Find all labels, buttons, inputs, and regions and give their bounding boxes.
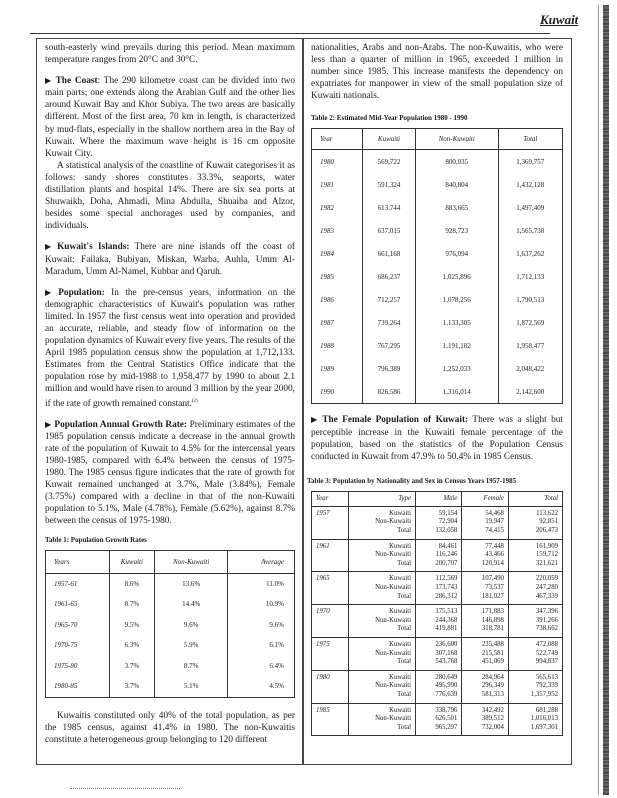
total-value: 1,016,013 <box>530 715 558 723</box>
nationality-type: Non-Kuwaiti <box>375 551 411 559</box>
header-rule <box>30 33 550 34</box>
footnote-marker: (2) <box>191 398 198 404</box>
census-year: 1985 <box>316 706 330 714</box>
table-cell: 8.6% <box>109 573 155 594</box>
table-cell: 1,497,409 <box>498 196 562 219</box>
bullet-arrow-icon: ▶ <box>45 76 53 86</box>
table-cell: 1,790,513 <box>498 288 562 311</box>
heading-islands: Kuwait's Islands: <box>57 242 130 253</box>
table-cell <box>508 572 562 605</box>
table-cell: 9.6% <box>155 615 228 636</box>
male-value: 419,881 <box>435 625 458 633</box>
male-value: 236,600 <box>435 640 458 648</box>
table-cell: 1,369,757 <box>498 150 562 174</box>
female-value: 342,492 <box>481 706 504 714</box>
male-value: 116,246 <box>435 551 458 559</box>
table-row <box>46 676 295 697</box>
page-binding-edge <box>598 5 599 795</box>
female-value: 318,781 <box>481 625 504 633</box>
female-value: 389,512 <box>481 715 504 723</box>
nationality-type: Total <box>397 690 411 698</box>
table-row <box>312 150 563 174</box>
table-cell: 1986 <box>312 288 363 311</box>
paragraph-nationalities: nationalities, Arabs and non-Arabs. The non-Kuwaitis, who were less than a quarter of million in 1965, exceeded 1 million in number since 1985. This increase manifests the dependency on expatriates for manpower in view of the small population size of Kuwaiti nationals. <box>311 43 563 102</box>
male-value: 495,990 <box>435 682 458 690</box>
table-cell <box>416 703 462 736</box>
table-cell <box>416 605 462 638</box>
table-cell: 1975-80 <box>46 656 110 677</box>
female-value: 581,313 <box>481 690 504 698</box>
table-cell <box>312 670 349 703</box>
table-cell: 9.5% <box>109 615 155 636</box>
table-cell: 613,744 <box>363 196 416 219</box>
female-text: There was a slight but perceptible increase in the Kuwaiti female percentage of the population, based on the statistics of the Population Census conducted in Kuwait from 47.9% to 50.4% in 1985 Census. <box>311 415 563 462</box>
table-cell <box>462 605 508 638</box>
census-year: 1970 <box>316 608 330 616</box>
paragraph-population <box>45 287 295 410</box>
table-cell <box>349 605 416 638</box>
table-cell: 800,035 <box>415 150 498 174</box>
table-cell: 1980 <box>312 150 363 174</box>
table-cell: 5.1% <box>155 676 228 697</box>
paragraph-climate: south-easterly wind prevails during this period. Mean maximum temperature ranges from 20°C and 30°C. <box>45 43 295 66</box>
total-value: 522,749 <box>535 649 558 657</box>
table-cell: 6.4% <box>228 656 295 677</box>
female-value: 296,349 <box>481 682 504 690</box>
male-value: 965,297 <box>435 723 458 731</box>
total-value: 472,088 <box>535 640 558 648</box>
table-cell <box>312 703 349 736</box>
table-cell: 1,958,477 <box>498 334 562 357</box>
nationality-type: Total <box>397 527 411 535</box>
table-cell: 1970-75 <box>46 635 110 656</box>
census-year: 1980 <box>316 673 330 681</box>
paragraph-female-population <box>311 414 563 462</box>
right-column <box>302 38 572 765</box>
table-cell <box>508 670 562 703</box>
nationality-type: Kuwaiti <box>389 608 411 616</box>
table2-header: Kuwaiti <box>363 129 416 150</box>
nationality-type: Total <box>397 723 411 731</box>
table-cell: 14.4% <box>155 594 228 615</box>
female-value: 54,468 <box>485 509 504 517</box>
table-row <box>312 196 563 219</box>
table-cell: 1957-61 <box>46 573 110 594</box>
table-row <box>46 635 295 656</box>
table-row-group <box>312 506 563 539</box>
table1-header: Average <box>228 550 295 573</box>
nationality-type: Total <box>397 658 411 666</box>
table-cell: 712,257 <box>363 288 416 311</box>
table-row-group <box>312 637 563 670</box>
table-cell <box>312 572 349 605</box>
table-cell: 8.7% <box>109 594 155 615</box>
table-cell <box>462 637 508 670</box>
table-mid-year-population <box>311 128 563 404</box>
heading-growth-rate: Population Annual Growth Rate: <box>54 419 188 430</box>
total-value: 738,662 <box>535 625 558 633</box>
table-cell <box>508 539 562 572</box>
bullet-arrow-icon: ▶ <box>45 242 55 252</box>
table-row <box>46 573 295 594</box>
table-population-growth-rates <box>45 550 295 698</box>
total-value: 321,621 <box>535 559 558 567</box>
table-row <box>46 615 295 636</box>
female-value: 19,947 <box>485 518 504 526</box>
male-value: 175,513 <box>435 608 458 616</box>
total-value: 467,339 <box>535 592 558 600</box>
total-value: 92,851 <box>539 518 558 526</box>
table-cell: 591,324 <box>363 173 416 196</box>
total-value: 1,357,952 <box>530 690 558 698</box>
table-cell: 661,168 <box>363 242 416 265</box>
nationality-type: Total <box>397 625 411 633</box>
table1-header: Years <box>46 550 110 573</box>
table-cell: 569,722 <box>363 150 416 174</box>
table3-header: Female <box>462 491 508 506</box>
table-row <box>312 311 563 334</box>
nationality-type: Non-Kuwaiti <box>375 649 411 657</box>
table-cell: 8.7% <box>155 656 228 677</box>
left-column <box>36 38 304 765</box>
table-cell <box>312 605 349 638</box>
table-cell: 4.5% <box>228 676 295 697</box>
table-cell <box>416 539 462 572</box>
table-cell <box>462 539 508 572</box>
male-value: 84,461 <box>438 542 458 550</box>
nationality-type: Kuwaiti <box>389 673 411 681</box>
table-cell: 1,432,128 <box>498 173 562 196</box>
table-cell <box>312 506 349 539</box>
table-cell: 1,191,182 <box>415 334 498 357</box>
male-value: 59,154 <box>438 509 458 517</box>
table-cell: 1983 <box>312 219 363 242</box>
table1-header: Kuwaiti <box>109 550 155 573</box>
islands-text: There are nine islands off the coast of Kuwait: Failaka, Bubiyan, Miskan, Warba, Auhla, Umm Al-Maradum, Umm Al-Namel, Kubbar and Qaruh. <box>45 242 295 277</box>
table-cell: 1965-70 <box>46 615 110 636</box>
female-value: 215,581 <box>481 649 504 657</box>
table-cell: 1,712,133 <box>498 265 562 288</box>
total-value: 206,473 <box>535 527 558 535</box>
page-header-title: Kuwait <box>540 12 579 27</box>
paragraph-coast <box>45 75 295 160</box>
table-cell <box>508 506 562 539</box>
total-value: 161,909 <box>535 542 558 550</box>
table2-header: Total <box>498 129 562 150</box>
table-cell <box>416 637 462 670</box>
table-row <box>312 334 563 357</box>
bullet-arrow-icon: ▶ <box>45 419 52 429</box>
table-cell: 1,316,014 <box>415 380 498 404</box>
female-value: 284,964 <box>481 673 504 681</box>
female-value: 451,069 <box>481 658 504 666</box>
table-cell: 739,264 <box>363 311 416 334</box>
total-value: 347,396 <box>535 608 558 616</box>
table-cell: 1987 <box>312 311 363 334</box>
heading-female-population: The Female Population of Kuwait: <box>322 415 469 426</box>
table-cell: 13.6% <box>155 573 228 594</box>
male-value: 112,569 <box>435 575 458 583</box>
table-cell: 928,723 <box>415 219 498 242</box>
table-cell <box>462 572 508 605</box>
page-binding-strip <box>603 5 609 795</box>
table2-header: Non-Kuwaiti <box>415 129 498 150</box>
table-cell: 1,078,256 <box>415 288 498 311</box>
table-cell <box>312 539 349 572</box>
table-cell <box>349 539 416 572</box>
male-value: 173,743 <box>435 584 458 591</box>
table-cell <box>508 703 562 736</box>
population-text: In the pre-census years, information on the demographic characteristics of Kuwait's population was rather limited. In 1957 the first census went into operation and provided an accurate, reliable, and steady flow of information on the population dynamics of Kuwait every five years. The results of the April 1985 population census show the population at 1,712,133. Estimates from the Central Statistics Office indicate that the population rose by mid-1988 to 1,958,477 by 1990 to about 2.1 million and would have risen to around 3 million by the year 2000, if the rate of growth remained constant. <box>45 287 295 409</box>
female-value: 171,883 <box>481 608 504 616</box>
male-value: 776,639 <box>435 690 458 698</box>
table-cell: 9.6% <box>228 615 295 636</box>
table-row <box>46 656 295 677</box>
female-value: 146,898 <box>481 616 504 624</box>
nationality-type: Kuwaiti <box>389 509 411 517</box>
nationality-type: Non-Kuwaiti <box>375 616 411 624</box>
male-value: 132,058 <box>435 527 458 535</box>
table-cell: 1988 <box>312 334 363 357</box>
table-cell: 826,586 <box>363 380 416 404</box>
paragraph-islands <box>45 241 295 277</box>
female-value: 107,490 <box>481 575 504 583</box>
table-cell: 2,142,600 <box>498 380 562 404</box>
table-row-group <box>312 605 563 638</box>
table-cell: 1989 <box>312 357 363 380</box>
nationality-type: Non-Kuwaiti <box>375 715 411 723</box>
footer-mark <box>70 788 180 790</box>
paragraph-coastline-analysis: A statistical analysis of the coastline of Kuwait categorises it as follows: sandy shores constitutes 33.3%, seaports, water distillation plants and hospital 14%. There are six sea ports at Shuwaikh, Doha, Ahmadi, Mina Abdulla, Shuaiba and Alzor, besides some special anchorages used by companies, and individuals. <box>45 160 295 232</box>
table-cell <box>312 637 349 670</box>
table-row <box>312 357 563 380</box>
male-value: 338,796 <box>435 706 458 714</box>
census-year: 1961 <box>316 542 330 550</box>
table-cell <box>349 506 416 539</box>
table3-header: Year <box>312 491 349 506</box>
total-value: 220,059 <box>535 575 558 583</box>
table-row <box>46 594 295 615</box>
table-cell: 1981 <box>312 173 363 196</box>
nationality-type: Non-Kuwaiti <box>375 584 411 591</box>
nationality-type: Kuwaiti <box>389 706 411 714</box>
table-cell: 1,872,569 <box>498 311 562 334</box>
table-cell <box>462 506 508 539</box>
table1-caption: Table 1: Population Growth Rates <box>45 535 147 544</box>
male-value: 286,312 <box>435 592 458 600</box>
female-value: 43,466 <box>485 551 504 559</box>
male-value: 307,168 <box>435 649 458 657</box>
table-cell: 1980-85 <box>46 676 110 697</box>
table-cell: 796,389 <box>363 357 416 380</box>
table3-header: Male <box>416 491 462 506</box>
table-cell <box>349 637 416 670</box>
table-cell: 1,565,738 <box>498 219 562 242</box>
census-year: 1957 <box>316 509 330 517</box>
table-cell: 1985 <box>312 265 363 288</box>
table-row <box>312 219 563 242</box>
table-cell <box>416 670 462 703</box>
table-row <box>312 242 563 265</box>
table1-header: Non-Kuwaiti <box>155 550 228 573</box>
table-cell <box>349 572 416 605</box>
bullet-arrow-icon: ▶ <box>311 415 320 425</box>
female-value: 73,537 <box>485 584 504 591</box>
male-value: 543,768 <box>435 658 458 666</box>
total-value: 391,266 <box>535 616 558 624</box>
table-cell: 1961-65 <box>46 594 110 615</box>
table-cell <box>416 572 462 605</box>
table-cell: 1,252,033 <box>415 357 498 380</box>
nationality-type: Kuwaiti <box>389 575 411 583</box>
table3-header: Total <box>508 491 562 506</box>
table-cell: 11.0% <box>228 573 295 594</box>
census-year: 1975 <box>316 640 330 648</box>
table-cell: 3.7% <box>109 656 155 677</box>
table2-caption: Table 2: Estimated Mid-Year Population 1980 - 1990 <box>311 114 468 123</box>
female-value: 732,004 <box>481 723 504 731</box>
total-value: 159,712 <box>535 551 558 559</box>
table-cell: 2,048,422 <box>498 357 562 380</box>
census-year: 1965 <box>316 575 330 583</box>
heading-coast: The Coast <box>55 76 98 87</box>
female-value: 77,448 <box>485 542 504 550</box>
table-cell: 637,015 <box>363 219 416 242</box>
total-value: 1,697,301 <box>530 723 558 731</box>
table-cell: 6.1% <box>228 635 295 656</box>
table3-caption: Table 3: Population by Nationality and Sex in Census Years 1957-1985 <box>307 476 517 485</box>
table-row <box>312 173 563 196</box>
table-cell: 3.7% <box>109 676 155 697</box>
male-value: 244,368 <box>435 616 458 624</box>
table-row-group <box>312 703 563 736</box>
table-cell: 1982 <box>312 196 363 219</box>
table-cell: 883,665 <box>415 196 498 219</box>
nationality-type: Total <box>397 559 411 567</box>
table-cell: 1,637,262 <box>498 242 562 265</box>
total-value: 681,288 <box>535 706 558 714</box>
male-value: 626,501 <box>435 715 458 723</box>
table-cell: 840,804 <box>415 173 498 196</box>
table-cell <box>349 703 416 736</box>
table-cell: 686,237 <box>363 265 416 288</box>
table-cell: 1,133,305 <box>415 311 498 334</box>
table-cell <box>349 670 416 703</box>
female-value: 235,488 <box>481 640 504 648</box>
male-value: 200,707 <box>435 559 458 567</box>
table-row <box>312 288 563 311</box>
nationality-type: Total <box>397 592 411 600</box>
total-value: 792,339 <box>535 682 558 690</box>
total-value: 247,280 <box>535 584 558 591</box>
table-cell: 10.9% <box>228 594 295 615</box>
total-value: 565,613 <box>535 673 558 681</box>
table-cell: 1,025,896 <box>415 265 498 288</box>
paragraph-kuwaitis-share: Kuwaitis constituted only 40% of the total population, as per the 1985 census, against 41.4% in 1980. The non-Kuwaitis constitute a heterogeneous group belonging to 120 different <box>45 710 295 745</box>
coast-text: : The 290 kilometre coast can be divided into two main parts; one extends along the Arabian Gulf and the other lies around Kuwait Bay and Khor Subiya. The two areas are basically different. Most of the first area, 70 km in length, is characterized by mud-flats, especially in the shallow northern area in the Bay of Kuwait. Where the maximum wave height is 16 cm opposite Kuwait City. <box>45 76 296 159</box>
table-cell <box>416 506 462 539</box>
male-value: 280,649 <box>435 673 458 681</box>
nationality-type: Kuwaiti <box>389 542 411 550</box>
table-cell: 5.9% <box>155 635 228 656</box>
nationality-type: Non-Kuwaiti <box>375 518 411 526</box>
paragraph-growth-rate <box>45 419 295 528</box>
growth-text: Preliminary estimates of the 1985 population census indicate a decrease in the annual growth rate of the population of Kuwait to 4.5% for the intercensal years 1980-1985, compared with 6.4% between the census of 1975-1980. The 1985 census figure indicates that the rate of growth for Kuwait remained unchanged at 3.7%, Male (3.84%), Female (3.75%) compared with a decline in that of the non-Kuwaiti population to 5.1%, Male (4.78%), Female (5.62%), against 8.7% between the census of 1975-1980. <box>45 419 295 527</box>
nationality-type: Non-Kuwaiti <box>375 682 411 690</box>
table3-header: Type <box>349 491 416 506</box>
table-cell: 6.3% <box>109 635 155 656</box>
total-value: 994,837 <box>535 658 558 666</box>
table-cell <box>462 670 508 703</box>
table-row-group <box>312 572 563 605</box>
table-cell: 976,094 <box>415 242 498 265</box>
table-cell: 1984 <box>312 242 363 265</box>
bullet-arrow-icon: ▶ <box>45 287 56 297</box>
table2-header: Year <box>312 129 363 150</box>
heading-population: Population: <box>58 287 105 298</box>
female-value: 74,415 <box>485 527 504 535</box>
total-value: 113,622 <box>536 509 558 517</box>
table-cell <box>508 605 562 638</box>
table-row-group <box>312 670 563 703</box>
table-population-by-nationality-sex <box>311 491 563 736</box>
table-row <box>312 380 563 404</box>
female-value: 120,914 <box>481 559 504 567</box>
female-value: 181,027 <box>481 592 504 600</box>
nationality-type: Kuwaiti <box>389 640 411 648</box>
table-cell: 1990 <box>312 380 363 404</box>
table-cell: 767,295 <box>363 334 416 357</box>
table-cell <box>508 637 562 670</box>
male-value: 72,904 <box>438 518 458 526</box>
table-cell <box>462 703 508 736</box>
table-row <box>312 265 563 288</box>
table-row-group <box>312 539 563 572</box>
